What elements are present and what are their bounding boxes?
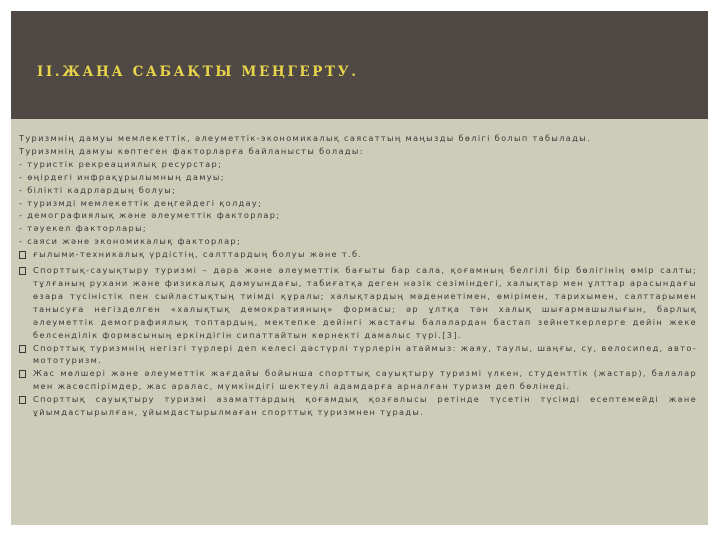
list-item: - туризмді мемлекеттік деңгейдегі қолдау; [19,197,263,208]
bullet-box-icon [19,264,33,341]
bullet-box-icon [19,248,33,264]
bullet-item [19,342,697,368]
list-item: - демографиялық және әлеуметтік факторлар; [19,210,281,221]
list-item: - өңірдегі инфрақұрылымның дамуы; [19,171,225,182]
bullet-item [19,367,697,393]
bullet-item [19,248,697,264]
list-item: - саяси және экономикалық факторлар; [19,236,242,247]
bullet-text: ғылыми-техникалық үрдістің, салттардың болуы және т.б. [33,249,363,260]
slide-title: II.ЖАҢА САБАҚТЫ МЕҢГЕРТУ. [37,64,359,80]
slide-body [19,132,697,419]
body-line: Туризмнің дамуы мемлекеттік, әлеуметтік-экономикалық саясаттың маңызды бөлігі болып табылады. [19,133,591,143]
bullet-box-icon [19,367,33,393]
bullet-text: Спорттық туризмнің негізгі түрлері деп келесі дәстүрлі түрлерін атаймыз: жаяу, таулы, шаңғы, су, велосипед, авто-мототуризм. [33,342,697,366]
bullet-text: Жас мөлшері және әлеуметтік жағдайы бойынша спорттық сауықтыру туризмі үлкен, студенттік (жастар), балалар мен жасөспірімдер, жас аралас, мүмкіндігі шектеулі адамдарға арналған туризм деп бөлінеді. [33,368,697,392]
bullet-text: Спорттық сауықтыру туризмі азаматтардың қоғамдық қозғалысы ретінде түсетін түсімді есептемейді және ұйымдастырылған, ұйымдастырылмаған спорттық туризмнен тұрады. [33,394,697,418]
list-item: - білікті кадрлардың болуы; [19,184,177,195]
title-banner [11,11,708,119]
bullet-box-icon [19,342,33,368]
bullet-item [19,264,697,341]
bullet-text: Спорттық-сауықтыру туризмі – дара және әлеуметтік бағыты бар сала, қоғамның белгілі бір бөлігінің өмір салты; тұлғаның рухани және физикалық дамуындағы, табиғатқа деген нәзік сезіміндегі, халықтар мен ұлттар арасындағы өзара түсіністік пен сыйластықтың тиімді құралы; халықтардың мәдениетімен, өмірімен, тарихымен, салттарымен танысуға негізделген «халықтық демократияның» формасы; әр ұлтқа тән халық шығармашылығын, барлық әлеуметтік демографиялық топтардың, мектепке дейінгі жастағы балалардан бастап зейнеткерлерге дейін жеке белсенділік формасының еркіндігін сипаттайтын көрнекті дамалыс түрі.[3]. [33,265,697,340]
body-line: Туризмнің дамуы көптеген факторларға байланысты болады: [19,145,364,156]
list-item: - туристік рекреациялық ресурстар; [19,158,223,169]
bullet-item [19,393,697,419]
list-item: - тәуекел факторлары; [19,223,148,234]
slide [11,11,708,525]
bullet-box-icon [19,393,33,419]
